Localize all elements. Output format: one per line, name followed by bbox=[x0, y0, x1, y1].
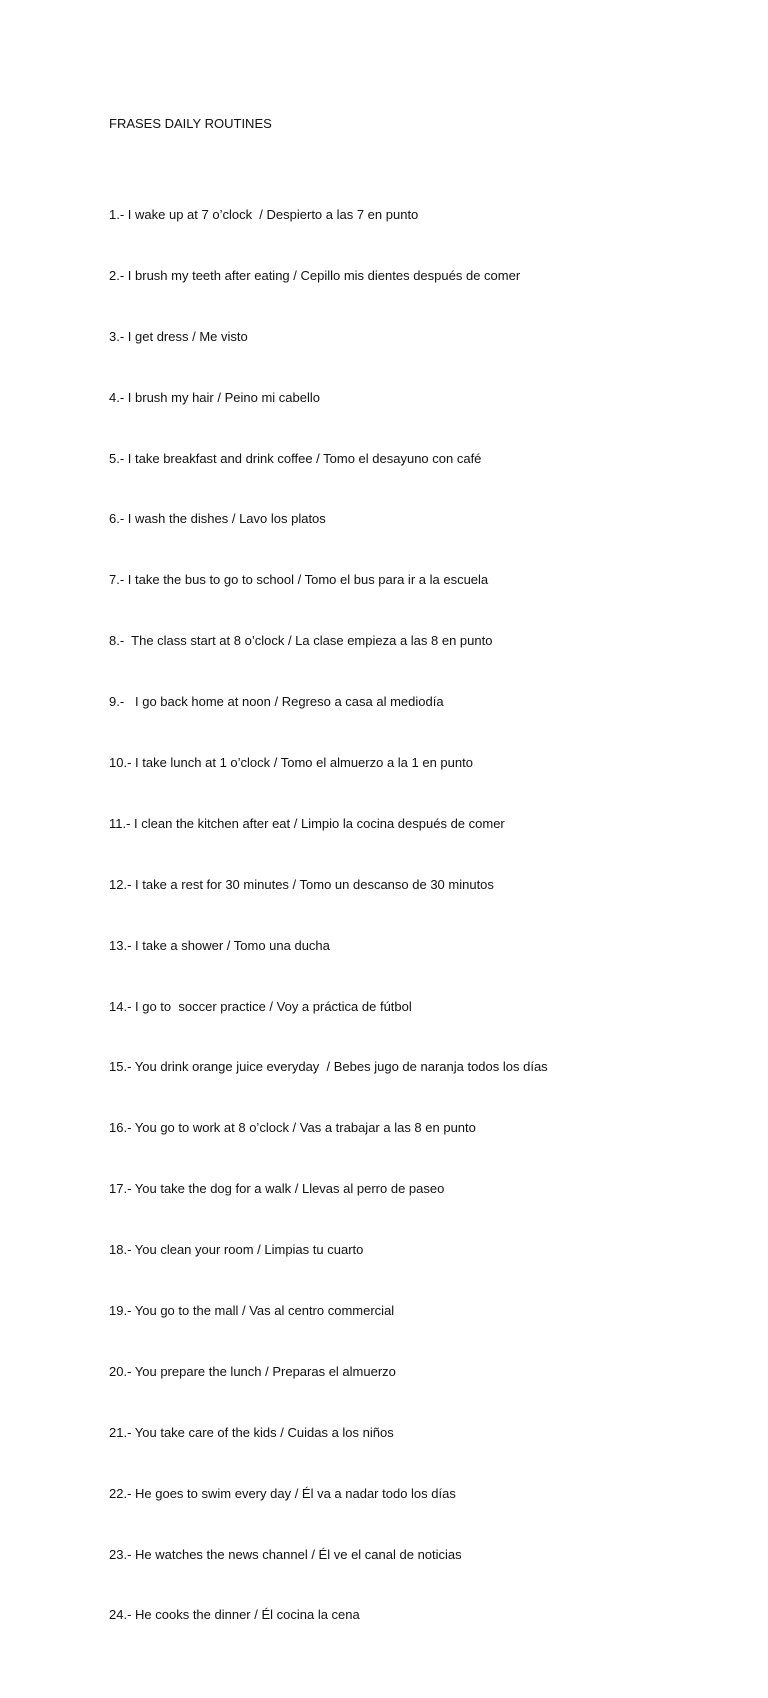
document-body bbox=[109, 86, 729, 1698]
phrase-line: 7.- I take the bus to go to school / Tomo el bus para ir a la escuela bbox=[109, 572, 489, 588]
phrase-line: 24.- He cooks the dinner / Él cocina la cena bbox=[109, 1607, 360, 1623]
phrase-line: 10.- I take lunch at 1 o’clock / Tomo el almuerzo a la 1 en punto bbox=[109, 755, 473, 771]
phrase-line: 21.- You take care of the kids / Cuidas a los niños bbox=[109, 1424, 394, 1440]
phrase-line: 12.- I take a rest for 30 minutes / Tomo un descanso de 30 minutos bbox=[109, 876, 494, 892]
phrase-line: 17.- You take the dog for a walk / Llevas al perro de paseo bbox=[109, 1181, 445, 1197]
phrase-line: 16.- You go to work at 8 o’clock / Vas a trabajar a las 8 en punto bbox=[109, 1120, 476, 1136]
phrase-line: 8.- The class start at 8 o’clock / La clase empieza a las 8 en punto bbox=[109, 633, 493, 649]
phrase-line: 22.- He goes to swim every day / Él va a nadar todo los días bbox=[109, 1485, 456, 1501]
phrase-line: 18.- You clean your room / Limpias tu cuarto bbox=[109, 1242, 364, 1258]
phrase-line: 23.- He watches the news channel / Él ve el canal de noticias bbox=[109, 1546, 462, 1562]
phrase-line: 3.- I get dress / Me visto bbox=[109, 328, 248, 344]
phrase-line: 4.- I brush my hair / Peino mi cabello bbox=[109, 389, 320, 405]
phrase-line: 6.- I wash the dishes / Lavo los platos bbox=[109, 511, 326, 527]
phrase-line: 11.- I clean the kitchen after eat / Limpio la cocina después de comer bbox=[109, 815, 505, 831]
phrase-line: 14.- I go to soccer practice / Voy a práctica de fútbol bbox=[109, 998, 412, 1014]
document-title: FRASES DAILY ROUTINES bbox=[109, 116, 272, 131]
phrase-line: 20.- You prepare the lunch / Preparas el almuerzo bbox=[109, 1363, 396, 1379]
phrase-line: 13.- I take a shower / Tomo una ducha bbox=[109, 937, 330, 953]
phrase-line: 19.- You go to the mall / Vas al centro commercial bbox=[109, 1303, 395, 1319]
phrase-line: 15.- You drink orange juice everyday / Bebes jugo de naranja todos los días bbox=[109, 1059, 548, 1075]
phrase-line: 9.- I go back home at noon / Regreso a casa al mediodía bbox=[109, 694, 444, 710]
phrase-line: 5.- I take breakfast and drink coffee / Tomo el desayuno con café bbox=[109, 450, 482, 466]
phrase-line: 1.- I wake up at 7 o’clock / Despierto a las 7 en punto bbox=[109, 207, 419, 222]
phrase-line: 2.- I brush my teeth after eating / Cepillo mis dientes después de comer bbox=[109, 267, 521, 283]
phrase-list bbox=[109, 177, 729, 1668]
